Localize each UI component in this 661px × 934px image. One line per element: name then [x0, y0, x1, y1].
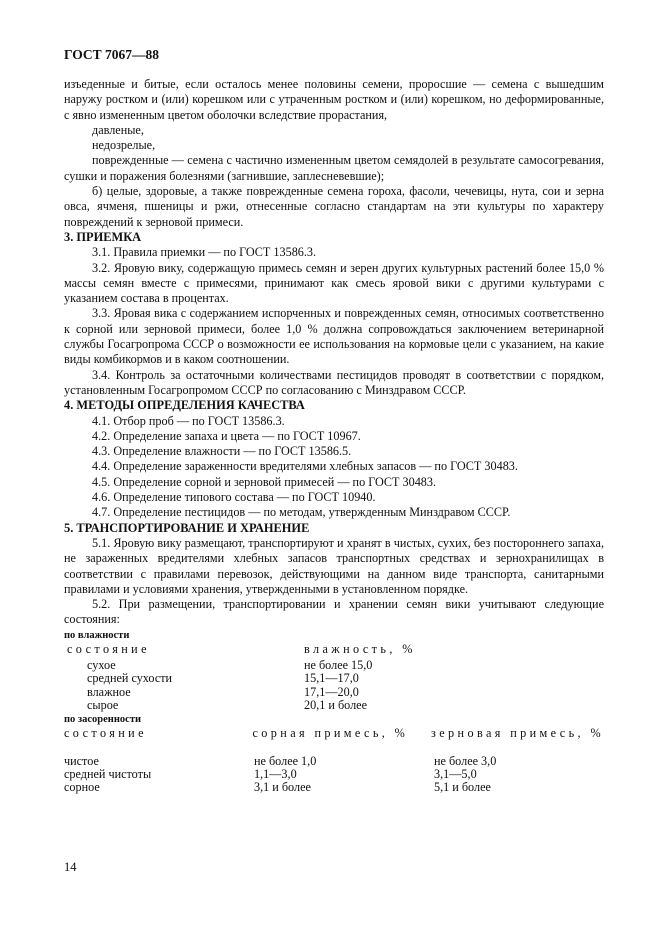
column-header: состояние	[67, 641, 150, 656]
clause: 4.7. Определение пестицидов — по методам, утвержденным Минздравом СССР.	[92, 505, 511, 520]
table-cell: влажное	[87, 684, 131, 699]
page-number: 14	[64, 860, 77, 874]
section-title: 4. МЕТОДЫ ОПРЕДЕЛЕНИЯ КАЧЕСТВА	[64, 398, 305, 413]
section-title: 5. ТРАНСПОРТИРОВАНИЕ И ХРАНЕНИЕ	[64, 520, 310, 535]
table-cell: 17,1—20,0	[304, 684, 359, 699]
table-cell: 15,1—17,0	[304, 671, 359, 686]
clause: 4.4. Определение зараженности вредителями хлебных запасов — по ГОСТ 30483.	[92, 459, 518, 474]
clause: 3.3. Яровая вика с содержанием испорченных и поврежденных семян, относимых соответственно к сорной или зерновой примеси, более 1,0 % должна сопровождаться заключением ветеринарной службы Госагропрома СССР о возможности ее использования на кормовые цели с указанием, на какие виды комбикормов и в каком соотношении.	[64, 306, 604, 367]
table-cell: чистое	[64, 753, 99, 768]
clause: 4.6. Определение типового состава — по ГОСТ 10940.	[92, 490, 376, 505]
table-cell: сухое	[87, 658, 116, 673]
table-row	[64, 781, 604, 794]
paragraph: поврежденные — семена с частично измененным цветом семядолей в результате самосогревания, сушки и поражения болезнями (загнившие, заплесневевшие);	[64, 153, 604, 183]
table-cell: 1,1—3,0	[254, 766, 297, 781]
table-cell: не более 15,0	[304, 658, 373, 673]
table-row	[64, 768, 604, 781]
table-title: по засоренности	[64, 714, 142, 725]
column-header: зерновая примесь, %	[431, 726, 604, 741]
table-row	[64, 699, 604, 712]
clause: 4.3. Определение влажности — по ГОСТ 13586.5.	[92, 444, 352, 459]
table-row	[64, 686, 604, 699]
table-title: по влажности	[64, 629, 130, 641]
table-header-row	[64, 727, 604, 740]
table-cell: средней сухости	[87, 671, 173, 686]
table-cell: 5,1 и более	[434, 779, 491, 794]
paragraph: давленые,	[92, 122, 144, 137]
table-cell: 20,1 и более	[304, 697, 367, 712]
table-cell: 3,1—5,0	[434, 766, 477, 781]
clause: 4.1. Отбор проб — по ГОСТ 13586.3.	[92, 413, 285, 428]
clause: 3.4. Контроль за остаточными количествами пестицидов проводят в соответствии с порядком, установленным Госагропромом СССР по согласованию с Минздравом СССР.	[64, 367, 604, 397]
clause: 3.1. Правила приемки — по ГОСТ 13586.3.	[92, 245, 317, 260]
contamination-table	[64, 727, 604, 794]
clause: 5.1. Яровую вику размещают, транспортируют и хранят в чистых, сухих, без постороннего запаха, не зараженных вредителями хлебных запасов транспортных средствах и зернохранилищах в соответствии с правилами перевозок, действующими на данном виде транспорта, санитарными правилами и условиями хранения, утвержденными в установленном порядке.	[64, 535, 604, 596]
table-row	[64, 672, 604, 685]
section-title: 3. ПРИЕМКА	[64, 229, 142, 244]
paragraph: изъеденные и битые, если осталось менее половины семени, проросшие — семена с вышедшим наружу ростком и (или) корешком или с утраченным ростком и (или) корешком, но деформированные, с явно измененным цветом оболочки вследствие прорастания,	[64, 77, 604, 122]
table-cell: средней чистоты	[64, 766, 152, 781]
paragraph: недозрелые,	[92, 138, 156, 153]
table-header-row	[64, 643, 604, 656]
column-header: влажность, %	[304, 641, 416, 656]
table-cell: не более 3,0	[434, 753, 497, 768]
moisture-table	[64, 643, 604, 712]
table-cell: 3,1 и более	[254, 779, 311, 794]
clause: 4.5. Определение сорной и зерновой примесей — по ГОСТ 30483.	[92, 474, 437, 489]
table-cell: сырое	[87, 697, 119, 712]
paragraph: б) целые, здоровые, а также поврежденные семена гороха, фасоли, чечевицы, нута, сои и зерна овса, ячменя, пшеницы и ржи, отнесенные согласно стандартам на эти культуры по характеру повреждений к зерновой примеси.	[64, 184, 604, 229]
column-header: сорная примесь, %	[252, 726, 409, 741]
table-cell: сорное	[64, 779, 100, 794]
clause: 3.2. Яровую вику, содержащую примесь семян и зерен других культурных растений более 15,0 % массы семян вместе с примесями, принимают как смесь яровой вики с другими культурами с указанием состава в процентах.	[64, 260, 604, 306]
column-header: состояние	[64, 726, 147, 741]
table-cell: не более 1,0	[254, 753, 317, 768]
page-header: ГОСТ 7067—88	[64, 47, 160, 62]
table-row	[64, 755, 604, 768]
clause: 5.2. При размещении, транспортировании и хранении семян вики учитывают следующие состояния:	[64, 597, 604, 627]
document-body	[64, 77, 604, 794]
clause: 4.2. Определение запаха и цвета — по ГОСТ 10967.	[92, 428, 361, 443]
